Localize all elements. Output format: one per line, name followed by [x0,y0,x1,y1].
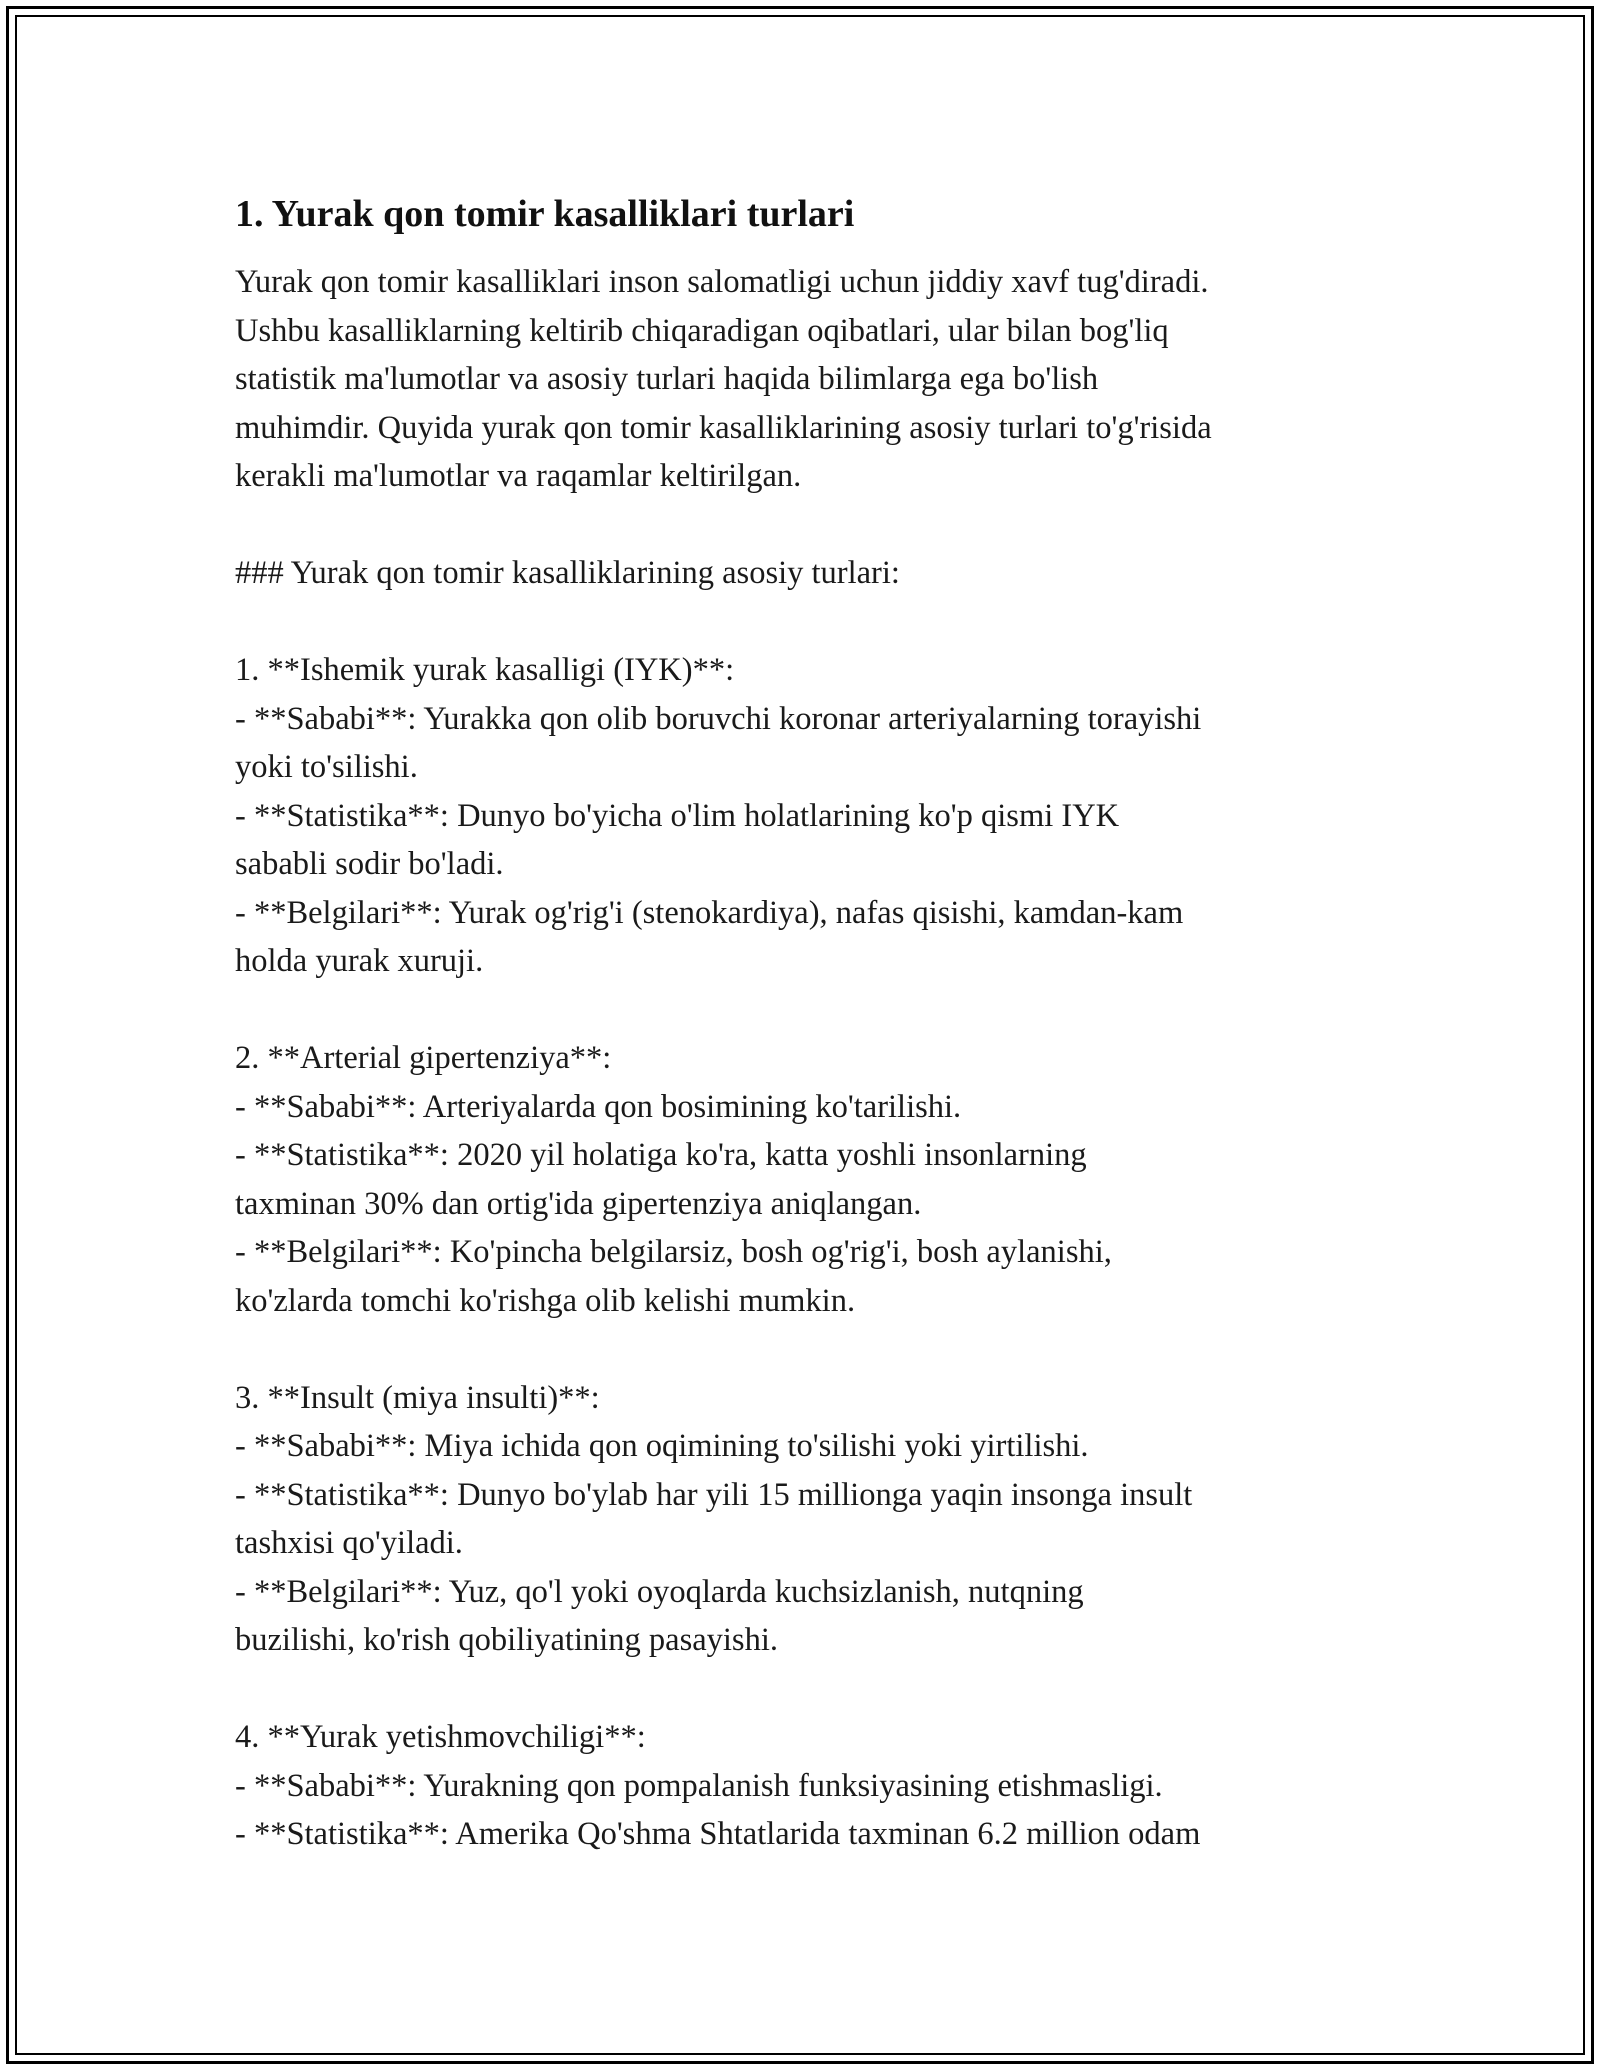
section-stats: - **Statistika**: Dunyo bo'yicha o'lim holatlarining ko'p qismi IYK sababli sodir bo'ladi. [235,797,1120,882]
section-cause: - **Sababi**: Yurakning qon pompalanish funksiyasining etishmasligi. [235,1767,1163,1804]
spacer [235,1325,1385,1374]
section-stats: - **Statistika**: 2020 yil holatiga ko'ra, katta yoshli insonlarning taxminan 30% dan ortig'ida gipertenziya aniqlangan. [235,1137,1087,1222]
section-heading: 1. **Ishemik yurak kasalligi (IYK)**: [235,652,735,688]
spacer [235,501,1385,550]
document-title: 1. Yurak qon tomir kasalliklari turlari [235,193,855,235]
section-3 [235,1374,1385,1665]
document-body [235,190,1385,1859]
subheading: ### Yurak qon tomir kasalliklarining asosiy turlari: [235,555,900,591]
intro-paragraph: Yurak qon tomir kasalliklari inson salomatligi uchun jiddiy xavf tug'diradi. Ushbu kasalliklarning keltirib chiqaradigan oqibatlari, ular bilan bog'liq statistik ma'lumotlar va asosiy turlari haqida bilimlarga ega bo'lish muhimdir. Quyida yurak qon tomir kasalliklarining asosiy turlari to'g'risida kerakli ma'lumotlar va raqamlar keltirilgan. [235,264,1212,494]
spacer [235,986,1385,1035]
section-stats: - **Statistika**: Dunyo bo'ylab har yili 15 millionga yaqin insonga insult tashxisi qo'yiladi. [235,1476,1193,1561]
section-heading: 4. **Yurak yetishmovchiligi**: [235,1719,646,1755]
section-symptoms: - **Belgilari**: Yuz, qo'l yoki oyoqlarda kuchsizlanish, nutqning buzilishi, ko'rish qobiliyatining pasayishi. [235,1573,1084,1658]
section-4 [235,1713,1385,1859]
section-symptoms: - **Belgilari**: Yurak og'rig'i (stenokardiya), nafas qisishi, kamdan-kam holda yurak xuruji. [235,894,1184,979]
section-2 [235,1034,1385,1325]
spacer [235,1665,1385,1714]
section-cause: - **Sababi**: Miya ichida qon oqimining to'silishi yoki yirtilishi. [235,1428,1089,1464]
section-heading: 3. **Insult (miya insulti)**: [235,1379,600,1416]
section-cause: - **Sababi**: Yurakka qon olib boruvchi koronar arteriyalarning torayishi yoki to'silishi. [235,700,1202,785]
section-cause: - **Sababi**: Arteriyalarda qon bosimining ko'tarilishi. [235,1088,962,1125]
section-symptoms: - **Belgilari**: Ko'pincha belgilarsiz, bosh og'rig'i, bosh aylanishi, ko'zlarda tomchi ko'rishga olib kelishi mumkin. [235,1234,1112,1319]
spacer [235,598,1385,647]
section-1 [235,646,1385,986]
section-heading: 2. **Arterial gipertenziya**: [235,1040,612,1076]
section-stats: - **Statistika**: Amerika Qo'shma Shtatlarida taxminan 6.2 million odam [235,1816,1201,1852]
